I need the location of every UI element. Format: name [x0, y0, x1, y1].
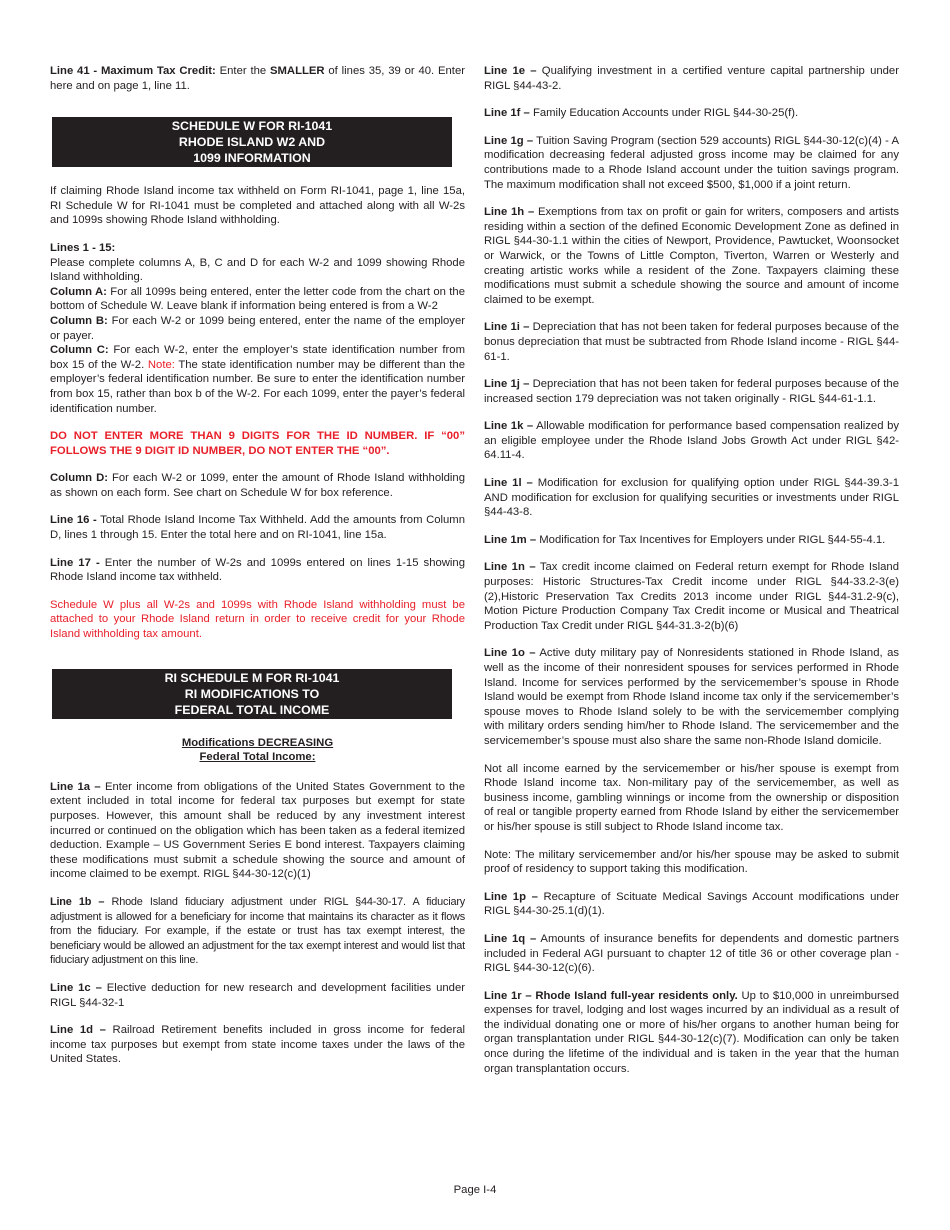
modifications-decreasing-title: Modifications DECREASING Federal Total Income: [181, 736, 334, 764]
line1e-paragraph: Line 1e – Qualifying investment in a certified venture capital partnership under RIGL §44-43-2. [484, 65, 899, 92]
line1n-paragraph: Line 1n – Tax credit income claimed on Federal return exempt for Rhode Island purposes: Historic Structures-Tax Credit income under RIGL §44-33.2-3(e)(2),Historic Preservation Tax Credits 2013 income under RIGL §44-31.2-9(c), Motion Picture Production Company Tax Credit income or Musical and Theatrical Production Tax Credit under RIGL §44-31.3-2(b)(6) [484, 561, 899, 632]
line1q-paragraph: Line 1q – Amounts of insurance benefits for dependents and domestic partners included in Federal AGI pursuant to chapter 12 of title 36 or other coverage plan - RIGL §44-30-12(c)(6). [484, 932, 899, 975]
lines-1-15-paragraph: Lines 1 - 15: Please complete columns A, B, C and D for each W-2 and 1099 showing Rhode Island withholding. Column A: For all 1099s being entered, enter the letter code from the chart on the bottom of Schedule W. Leave blank if information being entered is from a W-2 Column B: For each W-2 or 1099 being entered, enter the name of the employer or payer. Column C: For each W-2, enter the employer’s state identification number from box 15 of the W-2. Note: The state identification number may be different than the employer’s federal identification number. Be sure to enter the identification number from box 15, rather than box b of the W-2. For each 1099, enter the payer’s federal identification number. [50, 241, 466, 415]
schedule-m-header: RI SCHEDULE M FOR RI-1041 RI MODIFICATIONS TO FEDERAL TOTAL INCOME [52, 669, 452, 719]
schedule-w-header: SCHEDULE W FOR RI-1041 RHODE ISLAND W2 AND 1099 INFORMATION [52, 117, 452, 167]
line16-paragraph: Line 16 - Total Rhode Island Income Tax Withheld. Add the amounts from Column D, lines 1 through 15. Enter the total here and on RI-1041, line 15a. [50, 514, 466, 542]
line1a-paragraph: Line 1a – Enter income from obligations of the United States Government to the extent included in total income for federal tax purposes but exempt for state purposes. However, this amount shall be reduced by any investment interest incurred or continued on the obligation which has been taken as a federal itemized deduction. Example – US Government Series E bond interest. Taxpayers claiming these modifications must submit a schedule showing the source and amount of income claimed to be exempt. RIGL §44-30-12(c)(1) [50, 780, 465, 881]
left-column [50, 64, 465, 1080]
line1h-paragraph: Line 1h – Exemptions from tax on profit or gain for writers, composers and artists residing within a section of the defined Economic Development Zone as defined in RIGL §44-30-1.1 within the cities of Newport, Providence, Pawtucket, Woonsocket or Warwick, or the Towns of Little Compton, Tiverton, Warren or Westerly and creating artistic works while a resident of the Zone. Taxpayers claiming these modifications must submit a schedule showing the source and amount of income claimed to be exempt. [484, 206, 900, 306]
line1b-paragraph: Line 1b – Rhode Island fiduciary adjustment under RIGL §44-30-17. A fiduciary adjustment is allowed for a beneficiary for income that maintains its character as it flows from the fiduciary. For example, if the estate or trust has tax exempt interest, the beneficiary would be allowed an adjustment for the tax exempt interest and would list that fiduciary adjustment on this line. [50, 895, 465, 967]
line1i-paragraph: Line 1i – Depreciation that has not been taken for federal purposes because of the bonus depreciation that must be subtracted from Rhode Island income - RIGL §44-61-1. [484, 321, 899, 363]
line1k-paragraph: Line 1k – Allowable modification for performance based compensation realized by an eligible employee under the Rhode Island Jobs Growth Act under RIGL §42-64.11-4. [484, 420, 899, 462]
line1o-note: Note: The military servicemember and/or his/her spouse may be asked to submit proof of residency to support taking this modification. [484, 848, 899, 876]
line41-paragraph: Line 41 - Maximum Tax Credit: Enter the SMALLER of lines 35, 39 or 40. Enter here and on page 1, line 11. [50, 65, 465, 92]
line1j-paragraph: Line 1j – Depreciation that has not been taken for federal purposes because of the increased section 179 depreciation was not taken originally - RIGL §44-61-1.1. [484, 378, 899, 405]
line1d-paragraph: Line 1d – Railroad Retirement benefits included in gross income for federal income tax purposes but exempt from state income taxes under the laws of the United States. [50, 1024, 465, 1066]
schedule-w-intro: If claiming Rhode Island income tax withheld on Form RI-1041, page 1, line 15a, RI Schedule W for RI-1041 must be completed and attached along with all W-2s and 1099s showing Rhode Island withholding. [50, 185, 465, 227]
line1c-paragraph: Line 1c – Elective deduction for new research and development facilities under RIGL §44-32-1 [50, 981, 465, 1009]
line1o-paragraph-2: Not all income earned by the servicemember or his/her spouse is exempt from Rhode Island income tax. Non-military pay of the servicemember, as well as business income, gambling winnings or income from the ownership or disposition of real or tangible property earned from Rhode Island by either the servicemember or his/her spouse is still subject to Rhode Island income tax. [484, 762, 899, 833]
line1r-paragraph: Line 1r – Rhode Island full-year residents only. Up to $10,000 in unreimbursed expenses for travel, lodging and lost wages incurred by an individual as a result of the individual donating one or more of his/her organs to another human being for organ transplantation under RIGL §44-30-12(c)(7). Modification can only be taken once during the lifetime of the individual and is taken in the year that the human organ transplantation occurs. [484, 989, 899, 1075]
line1g-paragraph: Line 1g – Tuition Saving Program (section 529 accounts) RIGL §44-30-12(c)(4) - A modification decreasing federal adjusted gross income may be claimed for any contributions made to a Rhode Island account under the tuition savings program. The maximum modification shall not exceed $500, $1,000 if a joint return. [484, 134, 900, 191]
column-d-paragraph: Column D: For each W-2 or 1099, enter the amount of Rhode Island withholding as shown on each form. See chart on Schedule W for box reference. [50, 472, 465, 499]
attach-note: Schedule W plus all W-2s and 1099s with Rhode Island withholding must be attached to your Rhode Island return in order to receive credit for your Rhode Island withholding tax amount. [50, 598, 465, 641]
line1m-paragraph: Line 1m – Modification for Tax Incentives for Employers under RIGL §44-55-4.1. [484, 533, 886, 546]
line1f-paragraph: Line 1f – Family Education Accounts under RIGL §44-30-25(f). [484, 107, 799, 120]
right-column [484, 64, 899, 1089]
id-number-warning: DO NOT ENTER MORE THAN 9 DIGITS FOR THE ID NUMBER. IF “00” FOLLOWS THE 9 DIGIT ID NUMBER, DO NOT ENTER THE “00”. [50, 430, 465, 457]
page-number: Page I-4 [453, 1184, 497, 1196]
line1o-paragraph: Line 1o – Active duty military pay of Nonresidents stationed in Rhode Island, as well as the income of their nonresident spouses for services performed in Rhode Island. Income for services performed by the servicemember’s spouse in Rhode Island would be exempt from Rhode Island income tax only if the servicemember’s spouse moves to Rhode Island solely to be with the servicemember complying with military orders sending him/her to Rhode Island. The servicemember and the servicemember’s spouse must also share the same non-Rhode Island domicile. [484, 647, 900, 747]
line1l-paragraph: Line 1l – Modification for exclusion for qualifying option under RIGL §44-39.3-1 AND modification for exclusion for qualifying securities or investments under RIGL §44-43-8. [484, 477, 899, 519]
line17-paragraph: Line 17 - Enter the number of W-2s and 1099s entered on lines 1-15 showing Rhode Island income tax withheld. [50, 556, 465, 584]
line1p-paragraph: Line 1p – Recapture of Scituate Medical Savings Account modifications under RIGL §44-30-25.1(d)(1). [484, 890, 900, 918]
